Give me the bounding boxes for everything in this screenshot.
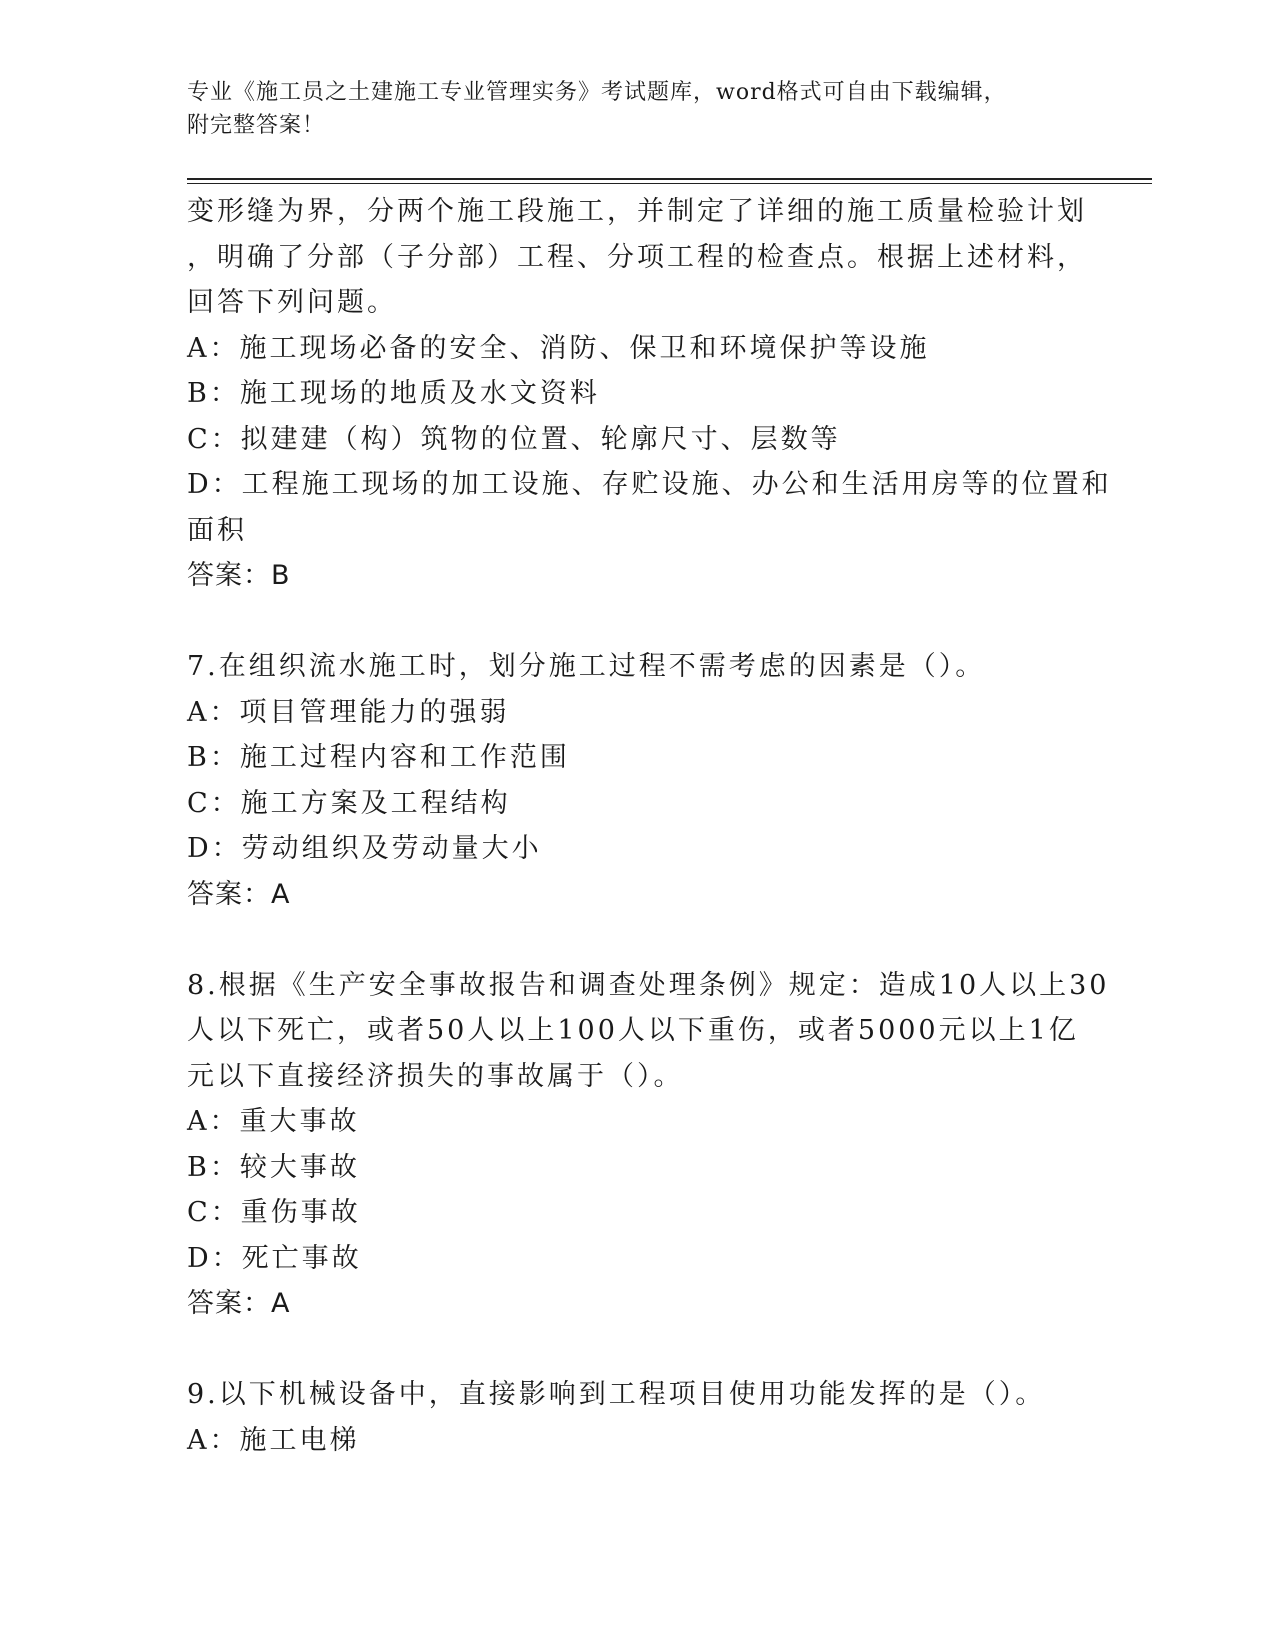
question-block xyxy=(187,963,1110,1327)
option-d-continued: 面积 xyxy=(187,514,247,546)
question-stem-line: 人以下死亡，或者50人以上100人以下重伤，或者5000元以上1亿 xyxy=(187,1015,1079,1046)
question-stem-line: ，明确了分部（子分部）工程、分项工程的检查点。根据上述材料， xyxy=(187,241,1087,273)
question-stem-line: 7.在组织流水施工时，划分施工过程不需考虑的因素是（）。 xyxy=(187,651,986,682)
document-header xyxy=(187,76,1087,142)
question-stem-line: 变形缝为界，分两个施工段施工，并制定了详细的施工质量检验计划 xyxy=(187,196,1087,227)
option-c: C：拟建建（构）筑物的位置、轮廓尺寸、层数等 xyxy=(187,423,841,455)
answer-label: 答案：B xyxy=(187,560,291,591)
question-stem-line: 元以下直接经济损失的事故属于（）。 xyxy=(187,1060,684,1092)
header-divider xyxy=(187,183,1152,184)
header-line: 附完整答案！ xyxy=(187,113,326,138)
question-stem-line: 回答下列问题。 xyxy=(187,287,397,318)
option-b: B：较大事故 xyxy=(187,1151,360,1183)
option-c: C：施工方案及工程结构 xyxy=(187,787,511,819)
option-a: A：施工现场必备的安全、消防、保卫和环境保护等设施 xyxy=(187,332,930,364)
header-line: 专业《施工员之土建施工专业管理实务》考试题库，word格式可自由下载编辑， xyxy=(187,80,1007,105)
question-block xyxy=(187,1372,1087,1463)
question-list xyxy=(187,189,1112,1463)
option-a: A：项目管理能力的强弱 xyxy=(187,696,510,728)
spacer xyxy=(187,1327,1087,1373)
option-d: D：死亡事故 xyxy=(187,1242,362,1274)
question-stem-line: 9.以下机械设备中，直接影响到工程项目使用功能发挥的是（）。 xyxy=(187,1379,1046,1410)
option-a: A：重大事故 xyxy=(187,1106,360,1137)
option-d: D：工程施工现场的加工设施、存贮设施、办公和生活用房等的位置和 xyxy=(187,469,1112,500)
option-d: D：劳动组织及劳动量大小 xyxy=(187,833,542,864)
question-block xyxy=(187,189,1112,599)
question-stem-line: 8.根据《生产安全事故报告和调查处理条例》规定：造成10人以上30 xyxy=(187,969,1110,1001)
answer-label: 答案：A xyxy=(187,1288,291,1319)
spacer xyxy=(187,917,1087,963)
option-a: A：施工电梯 xyxy=(187,1424,360,1456)
option-c: C：重伤事故 xyxy=(187,1197,361,1228)
option-b: B：施工过程内容和工作范围 xyxy=(187,742,570,773)
option-b: B：施工现场的地质及水文资料 xyxy=(187,378,600,409)
answer-label: 答案：A xyxy=(187,878,291,910)
header-divider xyxy=(187,178,1152,180)
spacer xyxy=(187,599,1087,645)
question-block xyxy=(187,644,1087,917)
